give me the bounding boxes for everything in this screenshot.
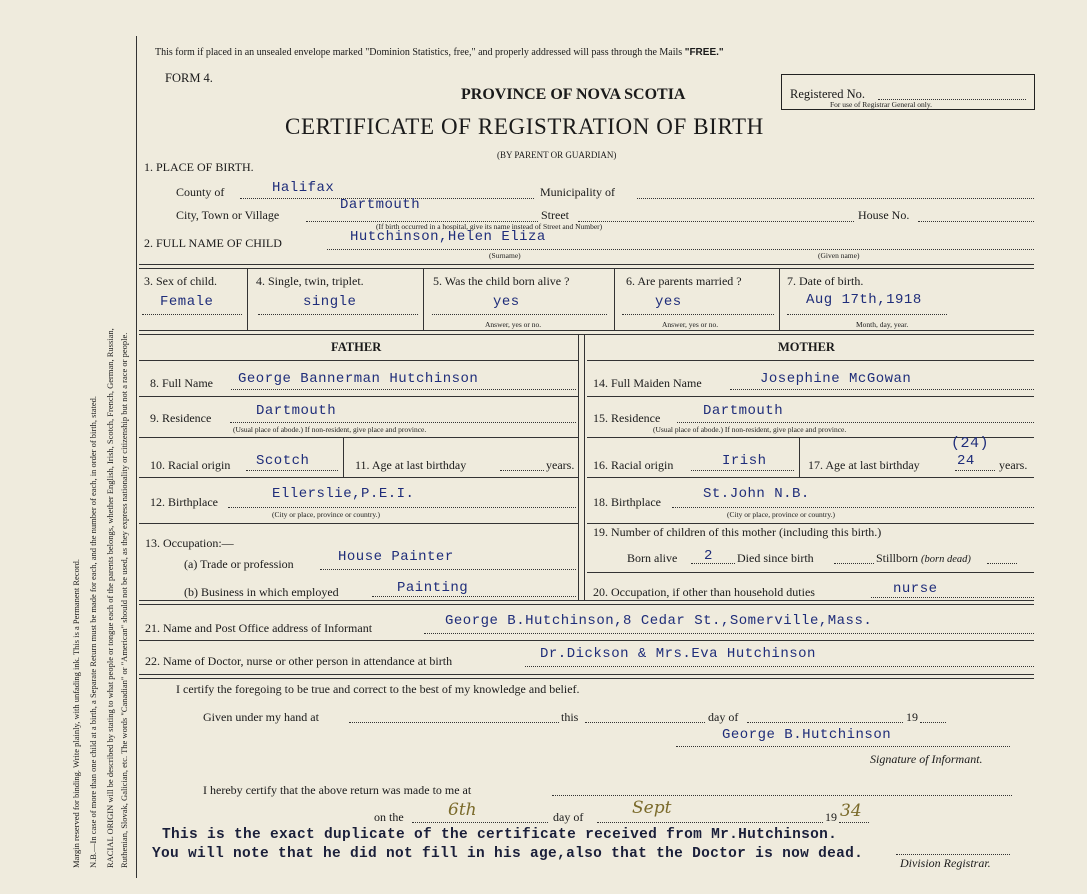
plurality-label: 4. Single, twin, triplet. — [256, 274, 364, 288]
registrar-year-prefix: 19 — [825, 810, 837, 824]
certify-day-of-label: day of — [708, 710, 739, 724]
parents-married-label: 6. Are parents married ? — [626, 274, 742, 288]
mother-birthplace-value: St.John N.B. — [703, 486, 810, 502]
mother-racial-label: 16. Racial origin — [593, 458, 674, 472]
signature-label: Signature of Informant. — [870, 752, 983, 766]
mother-occupation-label: 20. Occupation, if other than household duties — [593, 585, 815, 599]
father-residence-note: (Usual place of abode.) If non-resident, give place and province. — [233, 425, 427, 434]
county-label: County of — [176, 185, 225, 199]
mother-occupation-value: nurse — [893, 581, 938, 597]
father-birthplace-note: (City or place, province or country.) — [272, 510, 381, 519]
margin-note-nationality: Ruthenian, Slovak, Galician, etc. The words "Canadian" or "American" should not be used, as they express nationality or citizenship but not a race or people. — [119, 332, 129, 868]
margin-note-racial-origin: RACIAL ORIGIN will be described by stating to what people or tongue each of the parents belongs, whether English, Irish, Scotch, French, German, Russian, — [105, 328, 115, 868]
registrar-year-value: 34 — [840, 801, 862, 821]
doctor-value: Dr.Dickson & Mrs.Eva Hutchinson — [540, 646, 816, 662]
born-alive-count-value: 2 — [704, 548, 713, 564]
section-divider — [139, 330, 1034, 335]
mother-birthplace-label: 18. Birthplace — [593, 495, 661, 509]
registrar-day-of-label: day of — [553, 810, 584, 824]
father-name-value: George Bannerman Hutchinson — [238, 371, 479, 387]
mother-residence-label: 15. Residence — [593, 411, 661, 425]
province-heading: PROVINCE OF NOVA SCOTIA — [461, 86, 686, 103]
city-value: Dartmouth — [340, 197, 421, 213]
registrar-on-the-label: on the — [374, 810, 404, 824]
mother-age-unit: years. — [999, 458, 1028, 472]
mother-name-value: Josephine McGowan — [760, 371, 912, 387]
child-name-value: Hutchinson,Helen Eliza — [350, 229, 546, 245]
registrar-only-note: For use of Registrar General only. — [830, 100, 932, 109]
page-subtitle: (BY PARENT OR GUARDIAN) — [497, 150, 617, 160]
margin-note-binding: Margin reserved for binding. Write plainly, with unfading ink. This is a Permanent Record. — [71, 558, 81, 868]
mother-age-label: 17. Age at last birthday — [808, 458, 920, 472]
mother-heading: MOTHER — [778, 340, 835, 354]
given-name-note: (Given name) — [818, 251, 860, 260]
envelope-note: This form if placed in an unsealed envelope marked "Dominion Statistics, free," and properly addressed will pass through the Mails "FREE." — [155, 47, 724, 58]
father-residence-label: 9. Residence — [150, 411, 212, 425]
died-since-birth-label: Died since birth — [737, 551, 814, 565]
mother-birthplace-note: (City or place, province or country.) — [727, 510, 836, 519]
certify-this-label: this — [561, 710, 579, 724]
father-occupation-label: 13. Occupation:— — [145, 536, 234, 550]
mother-residence-value: Dartmouth — [703, 403, 784, 419]
father-birthplace-label: 12. Birthplace — [150, 495, 218, 509]
section-divider — [139, 264, 1034, 269]
plurality-value: single — [303, 294, 357, 310]
note-line-2: You will note that he did not fill in his age,also that the Doctor is now dead. — [152, 846, 864, 862]
section-divider — [139, 674, 1034, 679]
born-alive-count-label: Born alive — [627, 551, 678, 565]
parents-married-note: Answer, yes or no. — [662, 320, 719, 329]
house-no-label: House No. — [858, 208, 910, 222]
note-line-1: This is the exact duplicate of the certificate received from Mr.Hutchinson. — [162, 827, 838, 843]
informant-value: George B.Hutchinson,8 Cedar St.,Somerville,Mass. — [445, 613, 873, 629]
place-of-birth-heading: 1. PLACE OF BIRTH. — [144, 160, 254, 174]
registrar-month-value: Sept — [632, 798, 672, 818]
father-racial-label: 10. Racial origin — [150, 458, 231, 472]
sex-value: Female — [160, 294, 214, 310]
born-alive-note: Answer, yes or no. — [485, 320, 542, 329]
left-border — [136, 36, 137, 878]
section-divider — [139, 600, 1034, 605]
municipality-label: Municipality of — [540, 185, 615, 199]
father-business-label: (b) Business in which employed — [184, 585, 339, 599]
father-age-label: 11. Age at last birthday — [355, 458, 467, 472]
father-name-label: 8. Full Name — [150, 376, 213, 390]
mother-age-correction: (24) — [951, 435, 990, 452]
division-registrar-label: Division Registrar. — [900, 856, 991, 870]
street-label: Street — [541, 208, 569, 222]
born-alive-value: yes — [493, 294, 520, 310]
hospital-note: (If birth occurred in a hospital, give its name instead of Street and Number) — [376, 222, 603, 231]
father-business-value: Painting — [397, 580, 469, 596]
father-residence-value: Dartmouth — [256, 403, 337, 419]
mother-name-label: 14. Full Maiden Name — [593, 376, 702, 390]
registered-box — [781, 74, 1035, 110]
registrar-statement: I hereby certify that the above return was made to me at — [203, 783, 472, 797]
county-value: Halifax — [272, 180, 335, 196]
parents-column-divider — [578, 334, 579, 600]
father-trade-value: House Painter — [338, 549, 454, 565]
certify-year-prefix: 19 — [906, 710, 918, 724]
registrar-day-value: 6th — [448, 800, 477, 820]
informant-label: 21. Name and Post Office address of Informant — [145, 621, 373, 635]
surname-note: (Surname) — [489, 251, 521, 260]
mother-age-value: 24 — [957, 453, 975, 469]
informant-signature: George B.Hutchinson — [722, 727, 892, 743]
father-birthplace-value: Ellerslie,P.E.I. — [272, 486, 415, 502]
doctor-label: 22. Name of Doctor, nurse or other person in attendance at birth — [145, 654, 453, 668]
parents-married-value: yes — [655, 294, 682, 310]
registered-label: Registered No. — [790, 87, 865, 101]
child-name-label: 2. FULL NAME OF CHILD — [144, 236, 282, 250]
city-label: City, Town or Village — [176, 208, 280, 222]
form-number: FORM 4. — [165, 71, 213, 85]
given-under-hand-label: Given under my hand at — [203, 710, 319, 724]
father-racial-value: Scotch — [256, 453, 310, 469]
sex-label: 3. Sex of child. — [144, 274, 217, 288]
date-of-birth-label: 7. Date of birth. — [787, 274, 864, 288]
stillborn-label: Stillborn (born dead) — [876, 551, 971, 565]
date-of-birth-note: Month, day, year. — [856, 320, 909, 329]
father-heading: FATHER — [331, 340, 382, 354]
father-age-unit: years. — [546, 458, 575, 472]
born-alive-label: 5. Was the child born alive ? — [433, 274, 570, 288]
mother-residence-note: (Usual place of abode.) If non-resident, give place and province. — [653, 425, 847, 434]
mother-children-label: 19. Number of children of this mother (including this birth.) — [593, 525, 882, 539]
margin-note-multiple-births: N.B.—In case of more than one child at a birth, a Separate Return must be made for each, and the number of each, in order of birth, stated. — [88, 395, 98, 868]
page-title: CERTIFICATE OF REGISTRATION OF BIRTH — [285, 114, 764, 139]
mother-racial-value: Irish — [722, 453, 767, 469]
certify-statement: I certify the foregoing to be true and correct to the best of my knowledge and belief. — [176, 682, 580, 696]
father-trade-label: (a) Trade or profession — [184, 557, 294, 571]
date-of-birth-value: Aug 17th,1918 — [806, 292, 922, 308]
